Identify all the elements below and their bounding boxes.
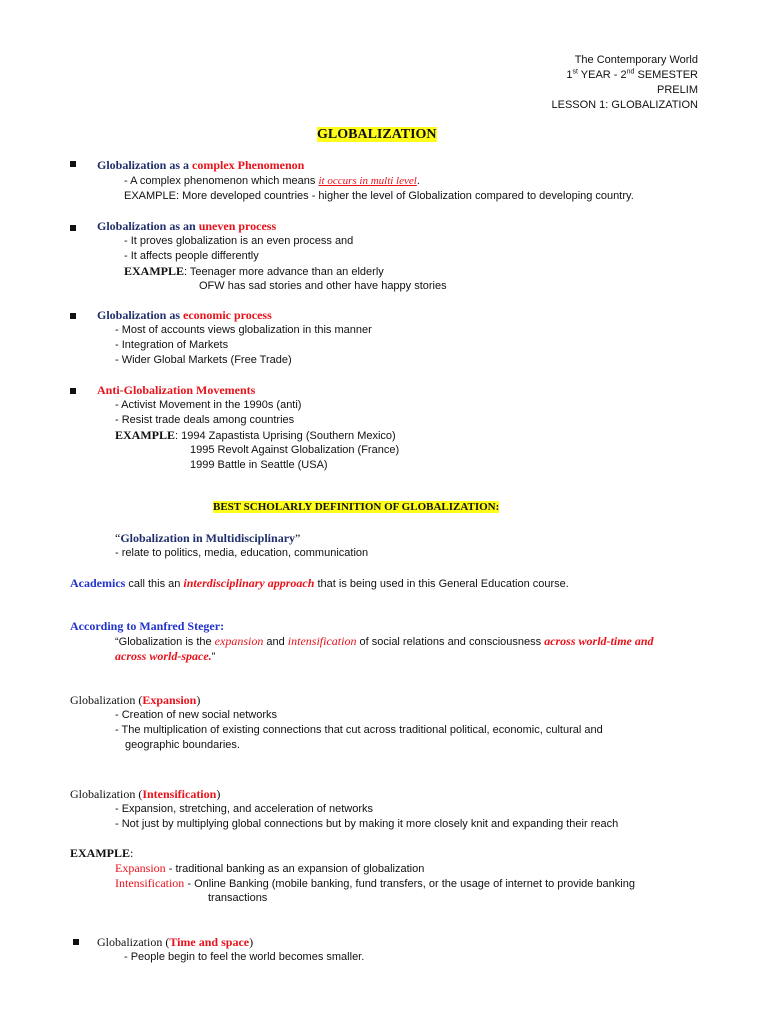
- bullet-icon: [70, 161, 76, 167]
- year-semester: 1st YEAR - 2nd SEMESTER: [566, 68, 698, 81]
- section-line: OFW has sad stories and other have happy stories: [199, 280, 447, 292]
- section-line: geographic boundaries.: [125, 739, 240, 751]
- lesson: LESSON 1: GLOBALIZATION: [551, 99, 698, 111]
- section-line: 1995 Revolt Against Globalization (France): [190, 444, 400, 456]
- section-heading-complex: Globalization as a complex Phenomenon: [97, 158, 305, 172]
- steger-quote-line: “Globalization is the expansion and intensification of social relations and consciousness across world-time and: [115, 634, 654, 648]
- steger-quote-line: across world-space.”: [115, 649, 216, 663]
- bullet-icon: [70, 225, 76, 231]
- bullet-icon: [70, 313, 76, 319]
- time-space-heading: Globalization (Time and space): [97, 935, 254, 949]
- steger-heading: According to Manfred Steger:: [70, 619, 225, 633]
- section-line: 1999 Battle in Seattle (USA): [190, 459, 328, 471]
- section-line: - It affects people differently: [124, 250, 259, 262]
- section-line: - People begin to feel the world becomes smaller.: [124, 951, 365, 963]
- section-line: - Integration of Markets: [115, 339, 229, 351]
- section-line: - Activist Movement in the 1990s (anti): [115, 399, 302, 411]
- section-line: EXAMPLE: 1994 Zapastista Uprising (Southern Mexico): [115, 428, 396, 442]
- section-line: EXAMPLE: Teenager more advance than an elderly: [124, 264, 384, 278]
- best-definition-heading: BEST SCHOLARLY DEFINITION OF GLOBALIZATION:: [213, 501, 500, 513]
- section-heading-uneven: Globalization as an uneven process: [97, 219, 277, 233]
- academics-line: Academics call this an interdisciplinary approach that is being used in this General Education course.: [70, 576, 569, 590]
- intensification-heading: Globalization (Intensification): [70, 787, 221, 801]
- section-line: - The multiplication of existing connections that cut across traditional political, economic, cultural and: [115, 724, 603, 736]
- section-line: - A complex phenomenon which means it occurs in multi level.: [124, 175, 420, 187]
- section-line: - Most of accounts views globalization in this manner: [115, 324, 372, 336]
- section-heading-anti: Anti-Globalization Movements: [97, 383, 256, 397]
- section-line: - Resist trade deals among countries: [115, 414, 295, 426]
- course-name: The Contemporary World: [574, 54, 698, 66]
- section-line: - Not just by multiplying global connections but by making it more closely knit and expanding their reach: [115, 818, 619, 830]
- expansion-heading: Globalization (Expansion): [70, 693, 201, 707]
- section-line: - Expansion, stretching, and acceleration of networks: [115, 803, 374, 815]
- section-line: - Wider Global Markets (Free Trade): [115, 354, 292, 366]
- example-heading: EXAMPLE:: [70, 846, 134, 860]
- bullet-icon: [73, 939, 79, 945]
- section-heading-economic: Globalization as economic process: [97, 308, 272, 322]
- term: PRELIM: [657, 84, 698, 96]
- example-line: Expansion - traditional banking as an expansion of globalization: [115, 861, 425, 875]
- section-line: - It proves globalization is an even process and: [124, 235, 354, 247]
- bullet-icon: [70, 388, 76, 394]
- page-title: GLOBALIZATION: [317, 127, 437, 142]
- example-line: transactions: [208, 892, 268, 904]
- section-line: - relate to politics, media, education, communication: [115, 547, 369, 559]
- section-line: - Creation of new social networks: [115, 709, 278, 721]
- multidisciplinary-heading: “Globalization in Multidisciplinary”: [115, 531, 301, 545]
- section-line: EXAMPLE: More developed countries - higher the level of Globalization compared to developing country.: [124, 190, 634, 202]
- example-line: Intensification - Online Banking (mobile banking, fund transfers, or the usage of internet to provide banking: [115, 876, 635, 890]
